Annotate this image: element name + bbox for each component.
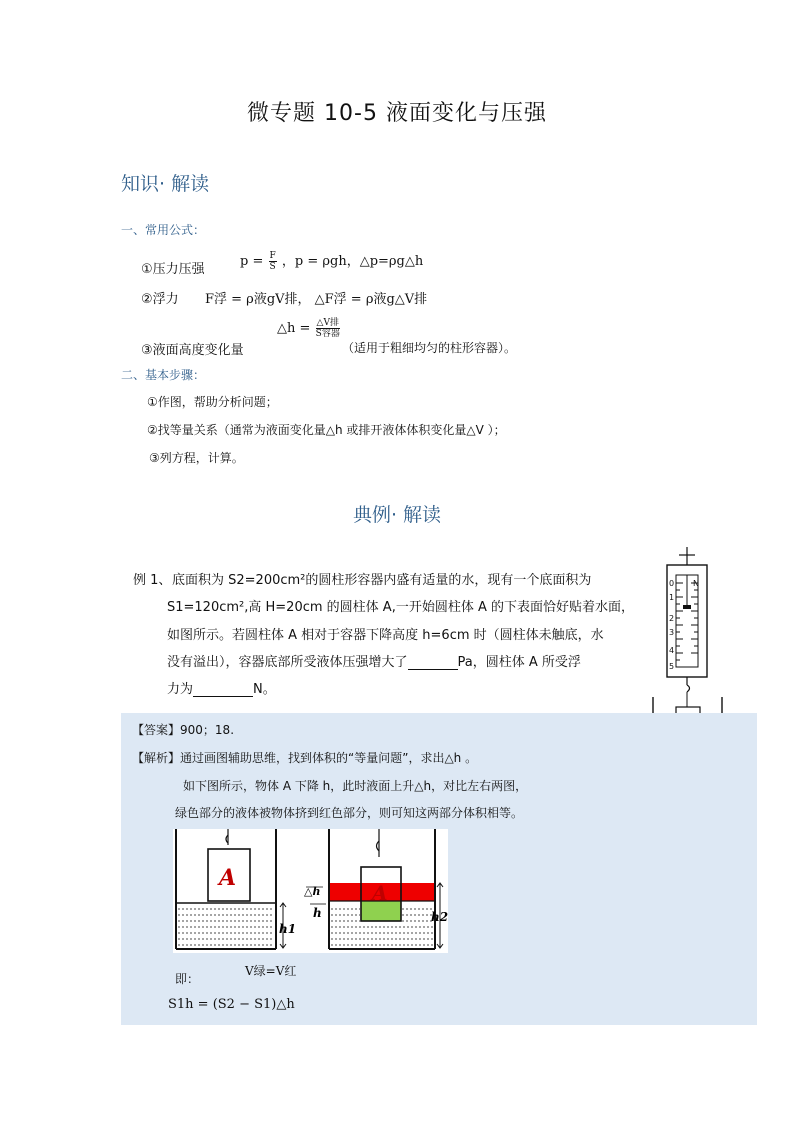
analysis-text: 通过画图辅助思维，找到体积的“等量问题”，求出△h 。 [180,751,478,765]
formula-2-expression: F浮 = ρ液gV排， △F浮 = ρ液g△V排 [205,292,428,307]
step-3: ③列方程，计算。 [149,451,244,465]
example-line-2: S1=120cm²,高 H=20cm 的圆柱体 A,一开始圆柱体 A 的下表面恰好贴着水面， [167,600,634,615]
formula-3-fraction [316,318,340,339]
equation-area: S1h = (S2 − S1)△h [168,997,295,1012]
example-line-4 [167,651,581,670]
answer-blank-1[interactable] [408,655,458,670]
fraction-denominator: S容器 [315,329,340,339]
formula-3-label: ③液面高度变化量 [141,343,244,358]
steps-label: 二、基本步骤： [121,368,206,382]
step-1: ①作图，帮助分析问题； [147,395,278,409]
line-5-text-b: N。 [253,682,276,697]
bottom-hook-curl [687,685,690,692]
analysis-para-2: 绿色部分的液体被物体挤到红色部分，则可知这两部分体积相等。 [175,806,524,820]
formula-1-expression [240,250,423,272]
analysis-tag: 【解析】 [132,751,181,765]
answer-text: 900；18. [180,723,235,737]
fraction-numerator: F [269,251,276,261]
answer-line [132,721,234,738]
scale-tick-label: 0 [669,579,675,588]
example-label: 例 1、 [133,573,172,588]
formula-1-label: ①压力压强 [141,262,205,277]
formulas-label: 一、常用公式： [121,223,206,237]
comparison-diagram [173,829,448,953]
formula-1-fraction [269,251,277,272]
equation-prefix: 即： [175,972,200,986]
formula-3-part-a: △h = [277,321,311,336]
fraction-denominator: S [269,262,276,272]
formula-3-expression [277,318,341,339]
example-line-1: 底面积为 S2=200cm²的圆柱形容器内盛有适量的水，现有一个底面积为 [172,573,592,588]
scale-tick-label: 3 [669,628,675,637]
step-2: ②找等量关系（通常为液面变化量△h 或排开液体体积变化量△V ）； [147,423,506,437]
scale-tick-label: 2 [669,614,675,623]
knowledge-heading: 知识· 解读 [121,173,210,195]
formula-2-label: ②浮力 [141,292,179,307]
delta-h-label: △h [304,885,321,898]
line-4-text-b: Pa，圆柱体 A 所受浮 [457,655,581,670]
formula-1-part-b: ，p = ρgh，△p=ρg△h [281,254,424,269]
scale-tick-label: 4 [669,646,675,655]
page-title: 微专题 10-5 液面变化与压强 [247,101,547,126]
scale-unit-label: N [693,579,699,588]
formula-3-note: （适用于粗细均匀的柱形容器）。 [342,341,517,355]
cylinder-A-label: A [372,881,388,905]
scale-pointer [683,605,691,609]
scale-tick-label: 1 [669,593,675,602]
cylinder-A-label: A [219,865,237,891]
formula-1-part-a: p = [240,254,264,269]
example-line-5 [167,678,276,697]
line-5-text-a: 力为 [167,682,194,697]
equation-volume: V绿=V红 [245,964,297,978]
scale-tick-label: 5 [669,662,675,671]
answer-blank-2[interactable] [193,682,253,697]
example-heading: 典例· 解读 [352,504,442,526]
h2-label: h2 [431,910,448,924]
example-line-3: 如图所示。若圆柱体 A 相对于容器下降高度 h=6cm 时（圆柱体未触底，水 [167,628,604,643]
h1-label: h1 [279,922,297,936]
fraction-numerator: △V排 [316,318,339,328]
analysis-line [132,749,477,766]
line-4-text-a: 没有溢出），容器底部所受液体压强增大了 [167,655,408,670]
analysis-para-1: 如下图所示，物体 A 下降 h，此时液面上升△h，对比左右两图， [183,779,528,793]
h-label: h [313,906,322,920]
answer-tag: 【答案】 [132,723,181,737]
